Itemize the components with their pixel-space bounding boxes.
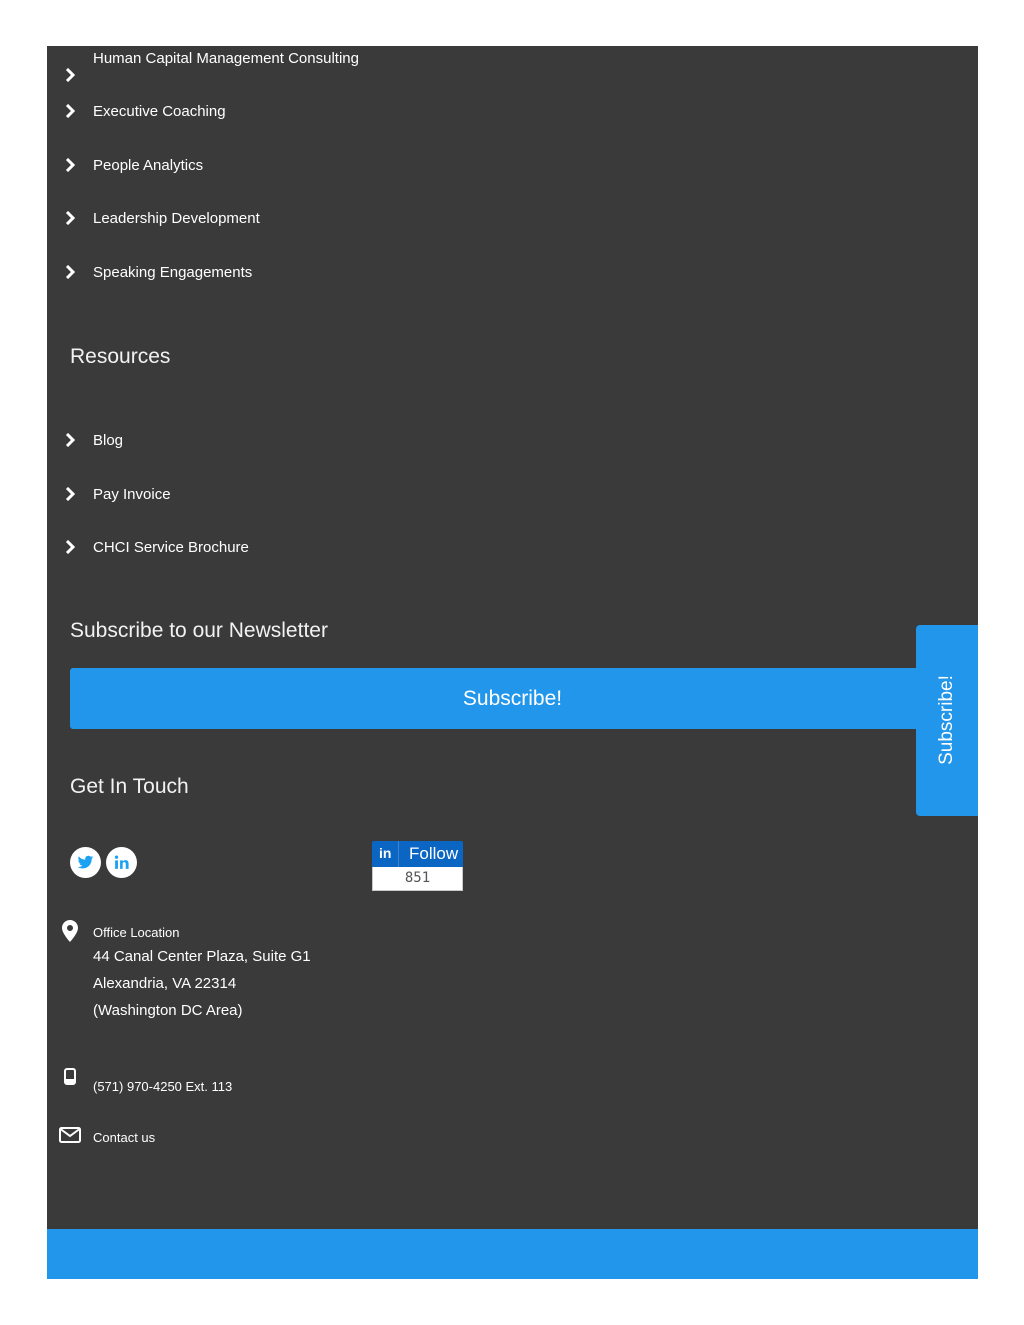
site-footer [47, 46, 978, 1229]
footer-link-label: Pay Invoice [93, 486, 171, 503]
chevron-right-icon [65, 104, 75, 118]
footer-bottom-bar [47, 1229, 978, 1279]
subscribe-side-tab[interactable] [916, 625, 978, 816]
twitter-button[interactable] [70, 847, 101, 878]
follower-count: 851 [372, 867, 463, 891]
chevron-right-icon [65, 265, 75, 279]
address-line: Alexandria, VA 22314 [93, 975, 237, 992]
linkedin-follow-button[interactable] [372, 841, 463, 891]
chevron-right-icon [65, 433, 75, 447]
side-tab-label: Subscribe! [936, 675, 957, 765]
chevron-right-icon [65, 211, 75, 225]
footer-link-label: Executive Coaching [93, 103, 226, 120]
linkedin-icon: in [379, 845, 392, 861]
office-location-label: Office Location [93, 925, 180, 940]
envelope-icon [59, 1127, 81, 1143]
footer-link-label: Blog [93, 432, 124, 449]
mobile-phone-icon [64, 1068, 76, 1085]
address-line: 44 Canal Center Plaza, Suite G1 [93, 948, 311, 965]
chevron-right-icon [65, 68, 75, 82]
footer-link-label: Speaking Engagements [93, 264, 253, 281]
linkedin-button[interactable] [106, 847, 137, 878]
subscribe-button[interactable]: Subscribe! [70, 668, 955, 729]
linkedin-follow-header [372, 841, 463, 867]
footer-link-label: People Analytics [93, 157, 204, 174]
chevron-right-icon [65, 158, 75, 172]
contact-us-link[interactable]: Contact us [93, 1130, 156, 1145]
footer-link-label: Human Capital Management Consulting [93, 50, 359, 67]
follow-label: Follow [409, 844, 459, 863]
divider [398, 841, 399, 867]
address-line: (Washington DC Area) [93, 1002, 243, 1019]
phone-number[interactable]: (571) 970-4250 Ext. 113 [93, 1079, 233, 1094]
twitter-icon [77, 854, 94, 871]
get-in-touch-heading: Get In Touch [70, 775, 189, 798]
map-marker-icon [62, 920, 78, 942]
newsletter-heading: Subscribe to our Newsletter [70, 619, 328, 642]
chevron-right-icon [65, 487, 75, 501]
resources-heading: Resources [70, 345, 171, 368]
chevron-right-icon [65, 540, 75, 554]
footer-link-label: Leadership Development [93, 210, 260, 227]
linkedin-icon [113, 854, 130, 871]
footer-link-label: CHCI Service Brochure [93, 539, 249, 556]
